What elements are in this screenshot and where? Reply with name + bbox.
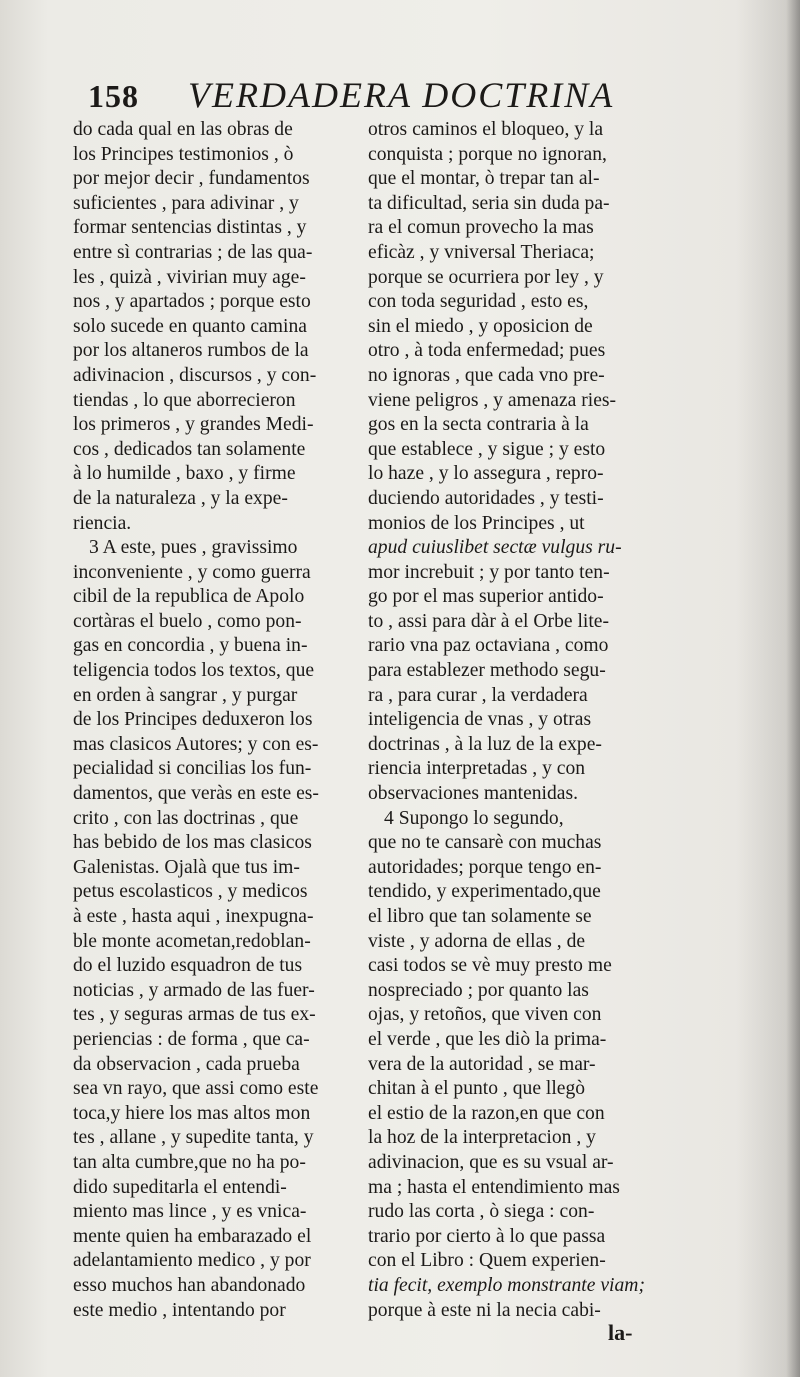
page-number: 158 — [88, 78, 139, 114]
text-line: tia fecit, exemplo monstrante viam; — [368, 1274, 645, 1296]
text-line: noticias , y armado de las fuer- — [73, 979, 315, 1001]
text-line: chitan à el punto , que llegò — [368, 1078, 586, 1100]
text-line: periencias : de forma , que ca- — [73, 1028, 310, 1050]
right-text-column — [368, 118, 643, 1323]
text-line: toca,y hiere los mas altos mon — [73, 1102, 311, 1124]
text-line: tan alta cumbre,que no ha po- — [73, 1151, 306, 1173]
text-line: petus escolasticos , y medicos — [73, 881, 308, 903]
text-line: gos en la secta contraria à la — [368, 414, 589, 436]
text-line: duciendo autoridades , y testi- — [368, 487, 604, 509]
text-line: ble monte acometan,redoblan- — [73, 930, 311, 952]
text-line: Galenistas. Ojalà que tus im- — [73, 856, 300, 878]
text-line: apud cuiuslibet sectæ vulgus ru- — [368, 537, 622, 559]
text-line: 4 Supongo lo segundo, — [384, 807, 564, 829]
text-line: suficientes , para adivinar , y — [73, 192, 299, 214]
page-header — [88, 74, 615, 120]
text-line: en orden à sangrar , y purgar — [73, 684, 298, 706]
text-line: tes , allane , y supedite tanta, y — [73, 1127, 314, 1149]
text-line: crito , con las doctrinas , que — [73, 807, 299, 829]
text-line: viene peligros , y amenaza ries- — [368, 389, 617, 411]
text-line: la hoz de la interpretacion , y — [368, 1127, 596, 1149]
text-line: les , quizà , vivirian muy age- — [73, 266, 306, 288]
text-line: porque se ocurriera por ley , y — [368, 266, 604, 288]
left-text-column — [73, 118, 355, 1323]
text-line: el verde , que les diò la prima- — [368, 1028, 607, 1050]
text-line: formar sentencias distintas , y — [73, 217, 307, 239]
text-line: miento mas lince , y es vnica- — [73, 1201, 307, 1223]
text-line: viste , y adorna de ellas , de — [368, 930, 586, 952]
text-line: conquista ; porque no ignoran, — [368, 143, 607, 165]
text-line: otros caminos el bloqueo, y la — [368, 119, 604, 140]
text-line: sea vn rayo, que assi como este — [73, 1078, 319, 1100]
text-line: to , assi para dàr à el Orbe lite- — [368, 610, 610, 632]
text-line: que no te cansarè con muchas — [368, 832, 602, 854]
text-line: vera de la autoridad , se mar- — [368, 1053, 596, 1075]
text-line: ra el comun provecho la mas — [368, 217, 594, 239]
text-line: no ignoras , que cada vno pre- — [368, 364, 605, 386]
text-line: rudo las corta , ò siega : con- — [368, 1201, 595, 1223]
text-line: solo sucede en quanto camina — [73, 315, 307, 337]
text-line: tendido, y experimentado,que — [368, 881, 601, 903]
text-line: cos , dedicados tan solamente — [73, 438, 306, 460]
text-line: para establezer methodo segu- — [368, 660, 606, 682]
text-line: damentos, que veràs en este es- — [73, 783, 319, 805]
text-line: 3 A este, pues , gravissimo — [89, 537, 298, 559]
text-line: adelantamiento medico , y por — [73, 1250, 311, 1272]
text-line: lo haze , y lo assegura , repro- — [368, 463, 604, 485]
text-line: do el luzido esquadron de tus — [73, 955, 303, 977]
text-line: nos , y apartados ; porque esto — [73, 291, 311, 313]
text-line: adivinacion , discursos , y con- — [73, 364, 317, 386]
text-line: casi todos se vè muy presto me — [368, 955, 612, 977]
text-line: sin el miedo , y oposicion de — [368, 315, 593, 337]
text-line: ra , para curar , la verdadera — [368, 684, 588, 706]
page-edge-shadow — [786, 0, 800, 1377]
text-line: que el montar, ò trepar tan al- — [368, 168, 600, 190]
text-line: ojas, y retoños, que viven con — [368, 1004, 602, 1026]
text-line: mas clasicos Autores; y con es- — [73, 733, 319, 755]
text-line: entre sì contrarias ; de las qua- — [73, 241, 313, 263]
text-line: inconveniente , y como guerra — [73, 561, 311, 583]
text-line: este medio , intentando por — [73, 1299, 286, 1321]
text-line: inteligencia de vnas , y otras — [368, 709, 592, 731]
catchword: la- — [608, 1320, 633, 1345]
text-line: rario vna paz octaviana , como — [368, 635, 609, 657]
text-line: cibil de la republica de Apolo — [73, 586, 305, 608]
text-line: observaciones mantenidas. — [368, 783, 579, 805]
text-line: à este , hasta aqui , inexpugna- — [73, 906, 314, 927]
text-line: adivinacion, que es su vsual ar- — [368, 1151, 614, 1173]
text-line: el libro que tan solamente se — [368, 906, 592, 927]
text-line: dido supeditarla el entendi- — [73, 1176, 287, 1198]
text-line: teligencia todos los textos, que — [73, 660, 315, 682]
text-line: tes , y seguras armas de tus ex- — [73, 1004, 316, 1026]
text-line: riencia interpretadas , y con — [368, 758, 586, 780]
text-line: da observacion , cada prueba — [73, 1053, 300, 1075]
text-line: con toda seguridad , esto es, — [368, 291, 589, 313]
text-line: go por el mas superior antido- — [368, 586, 604, 608]
text-line: trario por cierto à lo que passa — [368, 1225, 606, 1247]
text-line: cortàras el buelo , como pon- — [73, 610, 302, 632]
text-line: pecialidad si concilias los fun- — [73, 758, 312, 780]
running-title: VERDADERA DOCTRINA — [188, 75, 615, 115]
text-line: ta dificultad, seria sin duda pa- — [368, 192, 610, 214]
text-line: por los altaneros rumbos de la — [73, 340, 309, 362]
text-line: con el Libro : Quem experien- — [368, 1250, 606, 1272]
text-line: riencia. — [73, 512, 132, 534]
text-line: doctrinas , à la luz de la expe- — [368, 733, 602, 755]
text-line: otro , à toda enfermedad; pues — [368, 340, 606, 362]
text-line: mente quien ha embarazado el — [73, 1225, 312, 1247]
text-line: el estio de la razon,en que con — [368, 1102, 605, 1124]
text-line: que establece , y sigue ; y esto — [368, 438, 606, 460]
text-line: monios de los Principes , ut — [368, 512, 585, 534]
text-line: mor increbuit ; y por tanto ten- — [368, 561, 610, 583]
text-line: porque à este ni la necia cabi- — [368, 1299, 601, 1321]
text-line: ma ; hasta el entendimiento mas — [368, 1176, 620, 1198]
text-line: gas en concordia , y buena in- — [73, 635, 308, 657]
text-line: nospreciado ; por quanto las — [368, 979, 589, 1001]
text-line: tiendas , lo que aborrecieron — [73, 389, 296, 411]
text-line: eficàz , y vniversal Theriaca; — [368, 241, 595, 263]
text-line: los Principes testimonios , ò — [73, 143, 294, 165]
text-line: esso muchos han abandonado — [73, 1274, 306, 1296]
text-line: autoridades; porque tengo en- — [368, 856, 602, 878]
text-line: de la naturaleza , y la expe- — [73, 487, 288, 509]
text-line: à lo humilde , baxo , y firme — [73, 463, 296, 485]
text-line: los primeros , y grandes Medi- — [73, 414, 314, 436]
text-line: do cada qual en las obras de — [73, 119, 293, 140]
text-line: por mejor decir , fundamentos — [73, 168, 310, 190]
text-line: de los Principes deduxeron los — [73, 709, 313, 731]
text-line: has bebido de los mas clasicos — [73, 832, 312, 854]
